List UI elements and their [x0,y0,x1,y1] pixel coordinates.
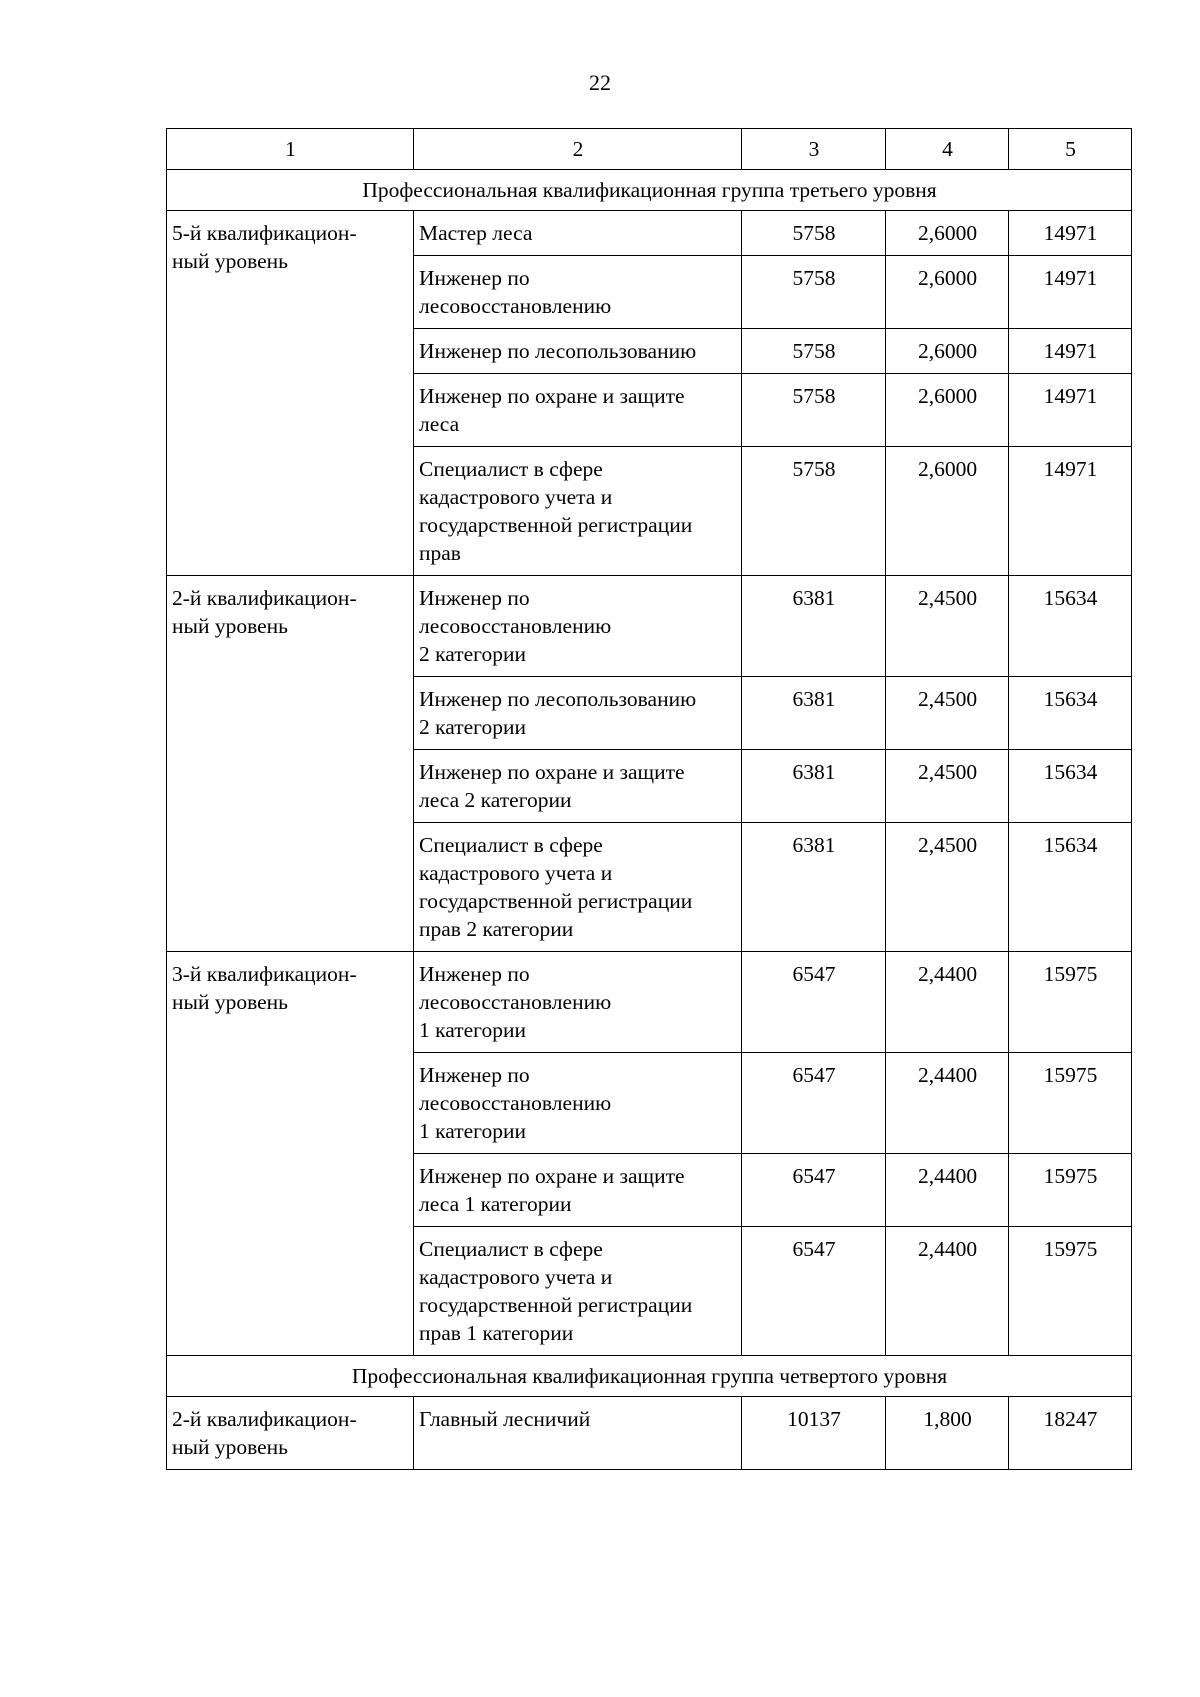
value-col-4: 2,4500 [886,823,1009,952]
value-col-3: 6547 [742,952,886,1053]
value-col-5: 14971 [1009,447,1132,576]
column-header-2: 2 [414,129,742,170]
group-title-row [167,170,1132,211]
qualification-level: 2-й квалификацион- ный уровень [167,576,414,952]
value-col-3: 5758 [742,374,886,447]
value-col-3: 5758 [742,447,886,576]
value-col-4: 2,4500 [886,750,1009,823]
value-col-4: 2,4500 [886,576,1009,677]
qualification-level: 3-й квалификацион- ный уровень [167,952,414,1356]
value-col-3: 6547 [742,1154,886,1227]
value-col-4: 2,6000 [886,329,1009,374]
value-col-3: 6381 [742,750,886,823]
value-col-5: 15975 [1009,1227,1132,1356]
table-row [167,952,1132,1053]
group-title-row [167,1356,1132,1397]
column-header-4: 4 [886,129,1009,170]
value-col-5: 15634 [1009,677,1132,750]
value-col-5: 18247 [1009,1397,1132,1470]
position-name: Специалист в сфере кадастрового учета и государственной регистрации прав [414,447,742,576]
position-name: Инженер по лесовосстановлению 1 категории [414,1053,742,1154]
table-row [167,1397,1132,1470]
value-col-5: 14971 [1009,256,1132,329]
qualification-level: 2-й квалификацион- ный уровень [167,1397,414,1470]
value-col-3: 6381 [742,677,886,750]
value-col-3: 6547 [742,1227,886,1356]
value-col-5: 15975 [1009,952,1132,1053]
column-header-1: 1 [167,129,414,170]
position-name: Мастер леса [414,211,742,256]
column-header-3: 3 [742,129,886,170]
value-col-3: 6547 [742,1053,886,1154]
value-col-5: 14971 [1009,211,1132,256]
value-col-5: 15634 [1009,750,1132,823]
position-name: Инженер по охране и защите леса [414,374,742,447]
value-col-4: 2,6000 [886,374,1009,447]
value-col-4: 2,6000 [886,256,1009,329]
value-col-5: 14971 [1009,329,1132,374]
position-name: Специалист в сфере кадастрового учета и государственной регистрации прав 1 категории [414,1227,742,1356]
position-name: Инженер по охране и защите леса 2 категории [414,750,742,823]
value-col-3: 5758 [742,329,886,374]
value-col-3: 5758 [742,256,886,329]
value-col-4: 2,4400 [886,1227,1009,1356]
position-name: Инженер по лесовосстановлению [414,256,742,329]
value-col-4: 1,800 [886,1397,1009,1470]
value-col-3: 10137 [742,1397,886,1470]
position-name: Инженер по лесовосстановлению 2 категории [414,576,742,677]
position-name: Инженер по лесовосстановлению 1 категории [414,952,742,1053]
value-col-5: 14971 [1009,374,1132,447]
value-col-4: 2,4400 [886,1053,1009,1154]
value-col-5: 15975 [1009,1154,1132,1227]
column-number-row [167,129,1132,170]
position-name: Инженер по лесопользованию [414,329,742,374]
position-name: Специалист в сфере кадастрового учета и государственной регистрации прав 2 категории [414,823,742,952]
group-title: Профессиональная квалификационная группа четвертого уровня [167,1356,1132,1397]
value-col-3: 6381 [742,823,886,952]
value-col-5: 15975 [1009,1053,1132,1154]
column-header-5: 5 [1009,129,1132,170]
position-name: Инженер по охране и защите леса 1 категории [414,1154,742,1227]
value-col-3: 6381 [742,576,886,677]
value-col-4: 2,6000 [886,211,1009,256]
position-name: Инженер по лесопользованию 2 категории [414,677,742,750]
qualification-table [166,128,1132,1470]
value-col-5: 15634 [1009,823,1132,952]
position-name: Главный лесничий [414,1397,742,1470]
table-row [167,576,1132,677]
group-title: Профессиональная квалификационная группа третьего уровня [167,170,1132,211]
value-col-4: 2,6000 [886,447,1009,576]
page-number: 22 [589,70,611,95]
qualification-level: 5-й квалификацион- ный уровень [167,211,414,576]
value-col-4: 2,4500 [886,677,1009,750]
value-col-4: 2,4400 [886,952,1009,1053]
value-col-3: 5758 [742,211,886,256]
value-col-4: 2,4400 [886,1154,1009,1227]
value-col-5: 15634 [1009,576,1132,677]
table-row [167,211,1132,256]
